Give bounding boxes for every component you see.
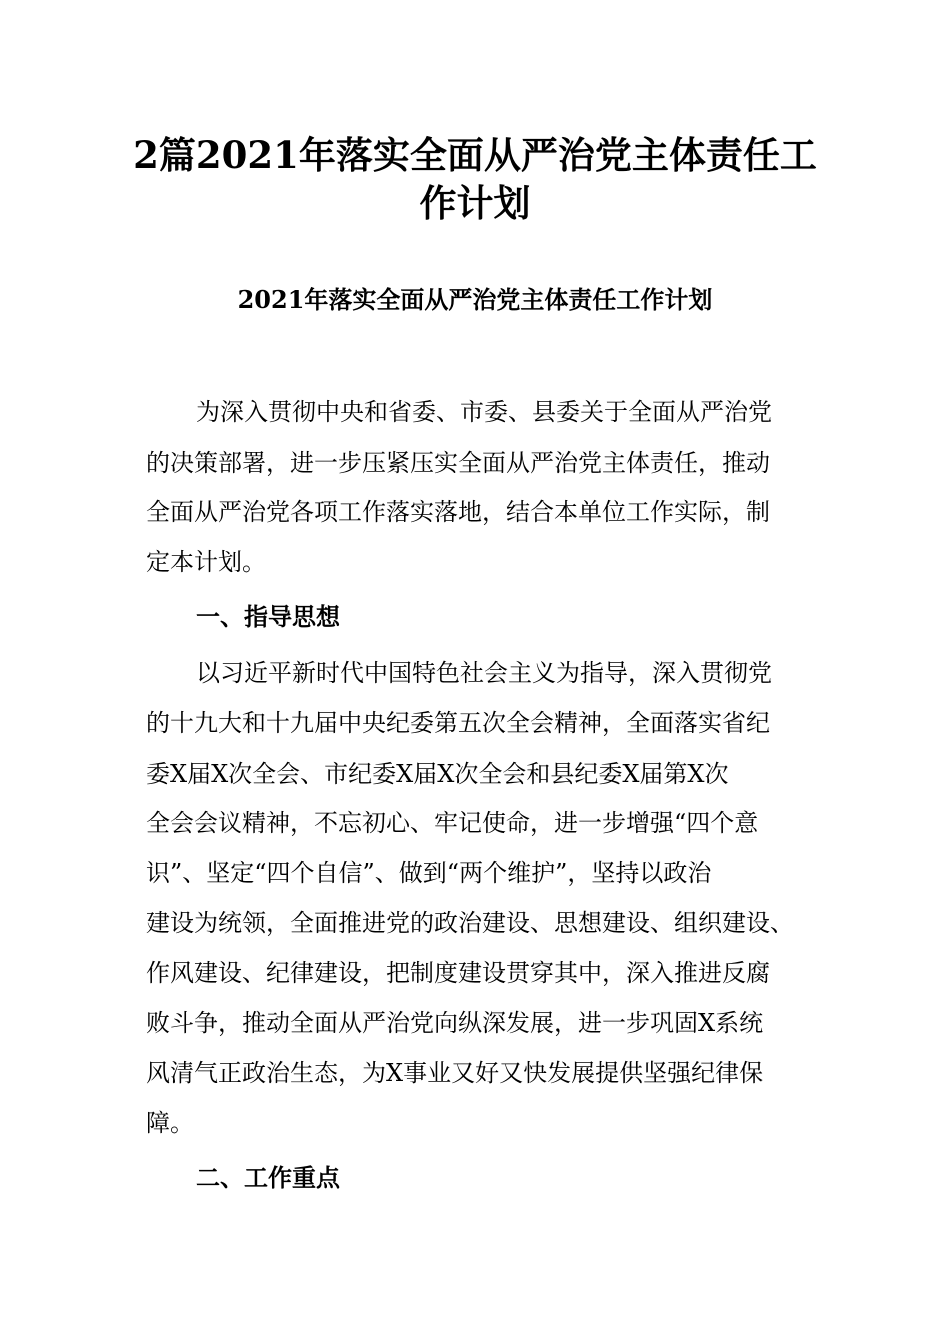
intro-line-3: 全面从严治党各项工作落实落地，结合本单位工作实际，制 [146, 498, 770, 526]
section1-line-4: 全会会议精神，不忘初心、牢记使命，进一步增强“四个意 [146, 809, 759, 837]
section1-line-9: 风清气正政治生态，为X事业又好又快发展提供坚强纪律保 [146, 1059, 764, 1087]
section1-line-8: 败斗争，推动全面从严治党向纵深发展，进一步巩固X系统 [146, 1009, 764, 1037]
section1-line-2: 的十九大和十九届中央纪委第五次全会精神，全面落实省纪 [146, 709, 770, 737]
document-title-line-2: 作计划 [419, 181, 531, 225]
section1-line-3: 委X届X次全会、市纪委X届X次全会和县纪委X届第X次 [146, 760, 729, 788]
intro-line-4: 定本计划。 [146, 548, 266, 576]
intro-line-1: 为深入贯彻中央和省委、市委、县委关于全面从严治党 [196, 398, 772, 426]
section-heading-guiding-ideology: 一、指导思想 [196, 602, 340, 631]
section1-line-5: 识”、坚定“四个自信”、做到“两个维护”，坚持以政治 [146, 859, 712, 887]
section1-line-6: 建设为统领，全面推进党的政治建设、思想建设、组织建设、 [146, 909, 794, 937]
document-title-line-1: 2篇2021年落实全面从严治党主体责任工 [133, 133, 817, 177]
section1-line-1: 以习近平新时代中国特色社会主义为指导，深入贯彻党 [196, 659, 772, 687]
document-subtitle: 2021年落实全面从严治党主体责任工作计划 [237, 285, 713, 314]
section1-line-7: 作风建设、纪律建设，把制度建设贯穿其中，深入推进反腐 [146, 959, 770, 987]
section-heading-work-focus: 二、工作重点 [196, 1163, 340, 1192]
section1-line-10: 障。 [146, 1109, 194, 1137]
intro-line-2: 的决策部署，进一步压紧压实全面从严治党主体责任，推动 [146, 449, 770, 477]
